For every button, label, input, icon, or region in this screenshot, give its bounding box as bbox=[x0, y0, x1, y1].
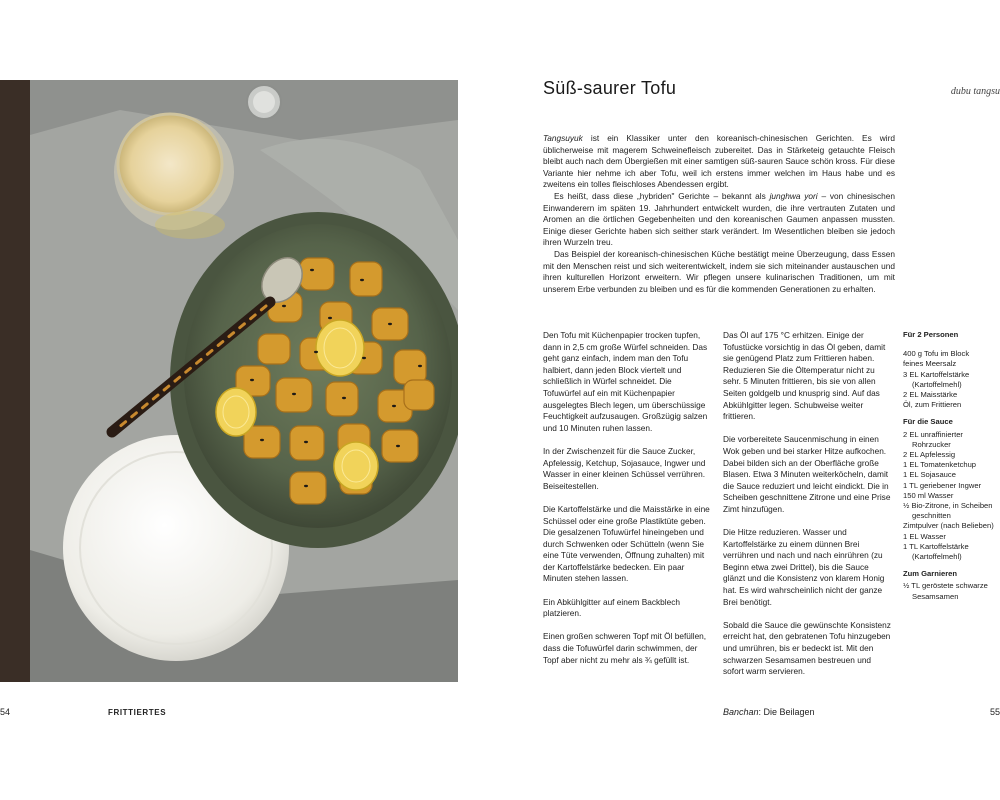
section-name: FRITTIERTES bbox=[108, 708, 167, 717]
tofu-dish-illustration bbox=[0, 80, 458, 682]
ingredient-item: 3 EL Kartoffelstärke (Kartoffelmehl) bbox=[903, 369, 970, 389]
method-step: Einen großen schweren Topf mit Öl befüllen, dass die Tofuwürfel darin schwimmen, der Topf aber nicht zu mehr als ¾ gefüllt ist. bbox=[543, 631, 707, 665]
method-step: Ein Abkühlgitter auf einem Backblech platzieren. bbox=[543, 596, 680, 619]
ingredient-item: 1 TL geriebener Ingwer bbox=[903, 480, 982, 490]
ingredient-item: 1 EL Sojasauce bbox=[903, 470, 956, 480]
servings-heading: Für 2 Personen bbox=[903, 330, 959, 339]
book-title: Banchan: Die Beilagen bbox=[723, 707, 815, 717]
recipe-title: Süß-saurer Tofu bbox=[543, 78, 677, 98]
method-step: Das Öl auf 175 °C erhitzen. Einige der Tofustücke vorsichtig in das Öl geben, damit sie genügend Platz zum Frittieren haben. Reduzieren Sie die Öltemperatur nicht zu sehr. 5 Minuten frittieren, bis sie von allen Seiten goldgelb und knusprig sind. Auf das Abkühlgitter legen. Schubweise weiter frittieren. bbox=[723, 330, 886, 422]
method-step: Sobald die Sauce die gewünschte Konsistenz erreicht hat, den gebratenen Tofu hinzugeben und umrühren, bis er bedeckt ist. Mit den schwarzen Sesamsamen bestreuen und sofort warm servieren. bbox=[723, 619, 891, 677]
ingredient-item: ½ TL geröstete schwarze Sesamsamen bbox=[903, 581, 988, 601]
method-step: Die Hitze reduzieren. Wasser und Kartoffelstärke zu einem dünnen Brei verrühren und nach und nach einrühren (zu Beginn etwa zwei Drittel), bis die Sauce glänzt und die Konsistenz von klarem Honig hat. Es wird wahrscheinlich nicht der ganze Brei benötigt. bbox=[723, 527, 885, 607]
intro-text bbox=[543, 133, 895, 295]
ingredient-item: 150 ml Wasser bbox=[903, 490, 954, 500]
page-number-right: 55 bbox=[989, 707, 1000, 717]
ingredient-item: ½ Bio-Zitrone, in Scheiben geschnitten bbox=[903, 501, 993, 521]
ingredient-item: 2 EL Maisstärke bbox=[903, 390, 958, 400]
ingredient-item: Öl, zum Frittieren bbox=[903, 400, 962, 410]
method-column-2 bbox=[723, 330, 893, 689]
method-column-1 bbox=[543, 330, 711, 678]
ingredients-column bbox=[903, 330, 1000, 602]
method-step: Die vorbereitete Saucenmischung in einen Wok geben und bei starker Hitze aufkochen. Dabei bilden sich an der Oberfläche große Blasen. Etwa 3 Minuten weiterköcheln, damit die Sauce reduziert und leicht eindickt. Die in Scheiben geschnittene Zitrone und eine Prise Zimt hinzufügen. bbox=[723, 434, 891, 514]
page-number-left: 54 bbox=[0, 707, 11, 717]
sauce-heading: Für die Sauce bbox=[903, 417, 953, 427]
method-step: Die Kartoffelstärke und die Maisstärke in eine Schüssel oder eine große Plastiktüte geben. Die gesalzenen Tofuwürfel hineingeben und durch Schwenken oder Schütteln (wenn Sie eine Tüte verwenden, Öffnung zuhalten) mit der Kartoffelstärke bedecken. Ein paar Minuten stehen lassen. bbox=[543, 503, 710, 584]
ingredient-item: 2 EL Apfelessig bbox=[903, 450, 956, 460]
intro-paragraph-3: Das Beispiel der koreanisch-chinesischen Küche bestätigt meine Überzeugung, dass Essen mit den Menschen reist und sich weiterentwickelt, indem sie sich miteinander austauschen und ihren kulturellen Horizont erweitern. Wir pflegen unsere kulinarischen Traditionen, um mit unserem Erbe verbunden zu bleiben und es für die kommenden Generationen zu erhalten. bbox=[543, 248, 895, 294]
ingredient-item: 400 g Tofu im Block bbox=[903, 349, 970, 359]
food-photo bbox=[0, 80, 458, 682]
ingredient-item: 1 EL Tomatenketchup bbox=[903, 460, 977, 470]
garnish-heading: Zum Garnieren bbox=[903, 569, 958, 579]
ingredient-item: 1 TL Kartoffelstärke (Kartoffelmehl) bbox=[903, 541, 969, 562]
ingredient-item: feines Meersalz bbox=[903, 359, 957, 369]
method-step: In der Zwischenzeit für die Sauce Zucker, Apfelessig, Ketchup, Sojasauce, Ingwer und Wasser in einer kleinen Schüssel verrühren. Beiseitestellen. bbox=[543, 445, 706, 491]
ingredient-item: 1 EL Wasser bbox=[903, 531, 946, 541]
method-step: Den Tofu mit Küchenpapier trocken tupfen, dann in 2,5 cm große Würfel schneiden. Das geht ganz einfach, indem man den Tofu halbiert, dann jeden Block viertelt und schließlich in Würfel schneidet. Die Tofuwürfel auf ein mit Küchenpapier ausgelegtes Blech legen, um überschüssige Feuchtigkeit aufzusaugen. Großzügig salzen und 10 Minuten ruhen lassen. bbox=[543, 330, 708, 433]
intro-paragraph-1: Tangsuyuk ist ein Klassiker unter den koreanisch-chinesischen Gerichten. Es wird üblicherweise mit magerem Schweinefleisch zubereitet. Das in Stärketeig getauchte Fleisch bleibt auch nach dem Übergießen mit einer samtigen süß-sauren Sauce schön kross. Für diese Variante hier nehme ich aber Tofu, weil ich erstens immer welchen im Haus habe und es zweitens ein tolles fleischloses Abendessen ergibt. bbox=[543, 133, 895, 190]
ingredient-item: Zimtpulver (nach Belieben) bbox=[903, 521, 994, 531]
korean-recipe-name: dubu tangsu bbox=[950, 86, 1000, 97]
ingredient-item: 2 EL unraffinierter Rohrzucker bbox=[903, 429, 963, 449]
intro-paragraph-2: Es heißt, dass diese „hybriden" Gerichte – bekannt als junghwa yori – von chinesischen Einwanderern im späten 19. Jahrhundert entwickelt wurden, die ihre vertrauten Zutaten und Aromen an die örtlichen Gegebenheiten und den koreanischen Gaumen anpassen mussten. Einige dieser Gerichte haben sich seither stark verändert. Im Wesentlichen bleiben sie jedoch ihren Wurzeln treu. bbox=[543, 190, 895, 248]
